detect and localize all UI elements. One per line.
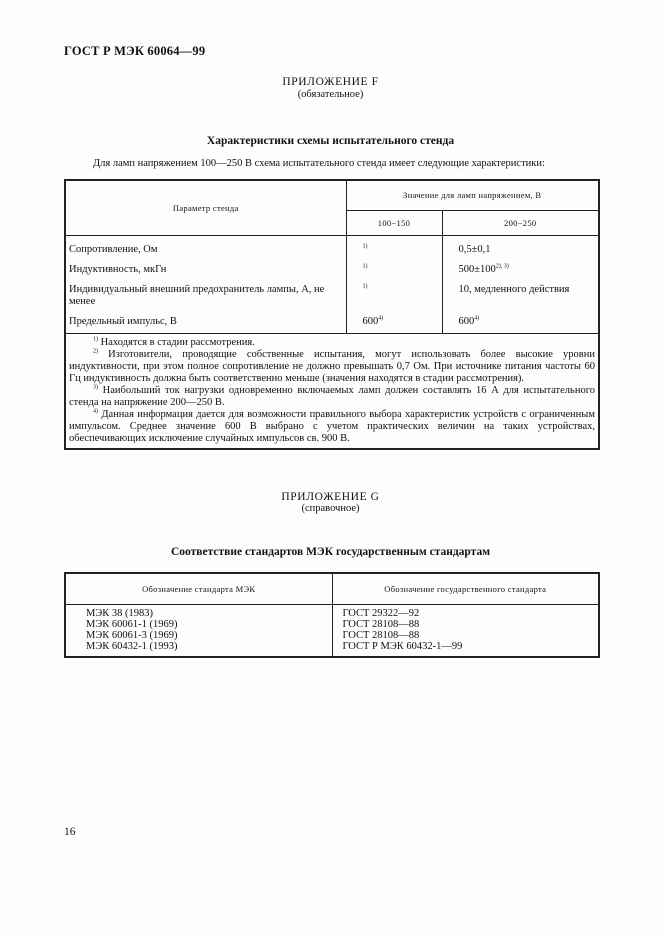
- appendix-g-status: (справочное): [301, 503, 360, 514]
- footnote: $^{1)}$ Находятся в стадии рассмотрения.: [93, 336, 255, 348]
- param-cell: Индивидуальный внешний предохранитель лампы, А, не менее: [65, 281, 346, 313]
- page-number: 16: [64, 826, 76, 838]
- col-header-v1: 100−150: [346, 210, 442, 235]
- table-row: [65, 605, 599, 658]
- appendix-f-title: ПРИЛОЖЕНИЕ F: [282, 76, 379, 88]
- table-row: [65, 281, 599, 313]
- footnote: $^{3)}$ Наибольший ток нагрузки одновременно включаемых ламп должен составлять 16 А для испытательного стенда на напряжение 200—250 В.: [69, 384, 595, 408]
- col-header-param: Параметр стенда: [65, 180, 346, 236]
- param-cell: Предельный импульс, В: [65, 313, 346, 334]
- appendix-g-heading: Соответствие стандартов МЭК государственным стандартам: [170, 546, 491, 558]
- value-cell-v2: 600$^{4)}$: [458, 315, 480, 327]
- col-header-value: Значение для ламп напряжением, В: [346, 180, 599, 210]
- gost-list: ГОСТ 29322—92 ГОСТ 28108—88 ГОСТ 28108—88 ГОСТ Р МЭК 60432-1—99: [342, 608, 463, 652]
- appendix-f-heading: Характеристики схемы испытательного стенда: [206, 135, 455, 147]
- standards-table: [64, 572, 600, 658]
- footnote: $^{2)}$ Изготовители, проводящие собственные испытания, могут использовать более высокие уровни индуктивности, при этом полное сопротивление не должно превышать 0,7 Ом. При источнике питания частоты 60 Гц индуктивность должна быть соответственно меньше (значения находятся в стадии рассмотрения).: [69, 348, 596, 384]
- value-cell-v2: $500\pm 100^{2), 3)}$: [458, 263, 509, 275]
- col-header-v2: 200−250: [442, 210, 599, 235]
- value-cell-v1: 1): [346, 261, 442, 281]
- table-row: [65, 313, 599, 334]
- param-cell: Сопротивление, Ом: [65, 236, 346, 262]
- table-footnotes: [65, 334, 599, 450]
- test-bench-table: [64, 179, 600, 450]
- col-header-gost: Обозначение государственного стандарта: [332, 573, 599, 605]
- iec-list: МЭК 38 (1983) МЭК 60061-1 (1969) МЭК 60061-3 (1969) МЭК 60432-1 (1993): [65, 605, 332, 658]
- appendix-f-intro: Для ламп напряжением 100—250 В схема испытательного стенда имеет следующие характеристики:: [93, 158, 545, 169]
- footnote: $^{4)}$ Данная информация дается для возможности правильного выбора характеристик устройств с ограниченным импульсом. Среднее значение 600 В выбрано с учетом практических величин на таких устройствах, обеспечивающих исключение случайных импульсов св. 900 В.: [69, 408, 595, 444]
- col-header-iec: Обозначение стандарта МЭК: [65, 573, 332, 605]
- value-cell-v1: 1): [346, 281, 442, 313]
- appendix-f-status: (обязательное): [297, 89, 364, 100]
- value-cell-v1: 600$^{4)}$: [346, 313, 442, 334]
- param-cell: Индуктивность, мкГн: [65, 261, 346, 281]
- appendix-g-title: ПРИЛОЖЕНИЕ G: [281, 491, 380, 503]
- value-cell-v2: 0,5±0,1: [458, 244, 491, 255]
- value-cell-v1: 1): [346, 236, 442, 262]
- document-code: ГОСТ Р МЭК 60064—99: [64, 44, 206, 58]
- table-row: [65, 236, 599, 262]
- value-cell-v2: 10, медленного действия: [458, 284, 570, 295]
- table-row: [65, 261, 599, 281]
